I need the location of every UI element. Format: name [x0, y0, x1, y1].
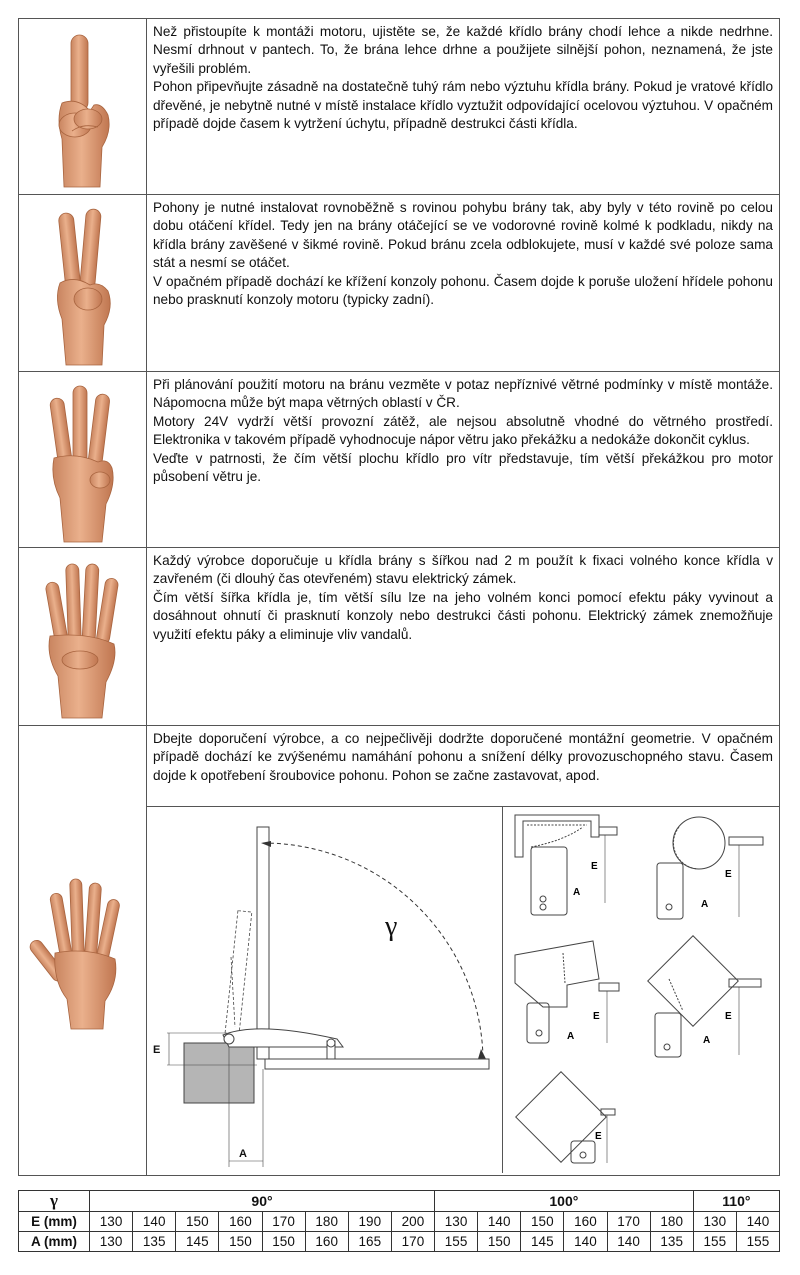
- text-cell-1: [147, 19, 780, 195]
- a-value-cell: 140: [564, 1232, 607, 1252]
- e-value-cell: 130: [90, 1212, 133, 1232]
- bracket-variants-drawing: [503, 807, 779, 1173]
- instruction-row-2: [19, 195, 780, 372]
- a-row-label: A (mm): [19, 1232, 90, 1252]
- e-row-label: E (mm): [19, 1212, 90, 1232]
- e-value-cell: 190: [348, 1212, 391, 1232]
- e-value-cell: 130: [435, 1212, 478, 1232]
- a-value-cell: 145: [176, 1232, 219, 1252]
- a-value-cell: 155: [435, 1232, 478, 1252]
- a-value-cell: 155: [693, 1232, 736, 1252]
- variant-a-label: A: [701, 899, 709, 910]
- dimension-a-label: A: [239, 1148, 247, 1160]
- angle-100-header: 100°: [435, 1191, 694, 1212]
- e-value-cell: 150: [521, 1212, 564, 1232]
- hand-cell-5: [19, 726, 147, 1176]
- a-value-cell: 135: [133, 1232, 176, 1252]
- hand-three-fingers-icon: [28, 372, 138, 544]
- bracket-variant-1: [515, 815, 617, 915]
- bracket-variant-2: [657, 817, 763, 919]
- motor-body: [184, 1043, 254, 1103]
- bracket-variant-4: [648, 936, 761, 1057]
- gamma-header: γ: [19, 1191, 90, 1212]
- variant-e-label: E: [593, 1011, 600, 1022]
- variant-a-label: A: [573, 887, 581, 898]
- a-value-cell: 145: [521, 1232, 564, 1252]
- a-value-cell: 165: [348, 1232, 391, 1252]
- angle-110-header: 110°: [693, 1191, 779, 1212]
- e-value-cell: 140: [133, 1212, 176, 1232]
- paragraph: Pohony je nutné instalovat rovnoběžně s rovinou pohybu brány tak, aby byly v této rovině po celou dobu otáčení křídel. Tedy jen na brány otáčející se ve vodorovné rovině kolmé k podkladu, nikdy na křídla brány zavěšené v šikmé rovině. Pokud bránu zcela odblokujete, musí v každé své poloze sama stát a nesmí se otáčet.: [153, 200, 773, 271]
- hand-one-finger-icon: [28, 19, 138, 191]
- instruction-row-5: [19, 726, 780, 1176]
- e-value-cell: 140: [736, 1212, 779, 1232]
- e-value-cell: 170: [262, 1212, 305, 1232]
- paragraph: Veďte v patrnosti, že čím větší plochu křídlo pro vítr představuje, tím větší překážkou pro motor působení větru je.: [153, 450, 773, 485]
- variant-e-label: E: [595, 1131, 602, 1142]
- paragraph: Motory 24V vydrží větší provozní zátěž, ale nejsou absolutně vhodné do větrného prostředí. Elektronika v takovém případě vyhodnocuje nápor větru jako překážku a nedokáže dokončit cyklus.: [153, 413, 773, 448]
- e-value-cell: 140: [478, 1212, 521, 1232]
- paragraph: Při plánování použití motoru na bránu vezměte v potaz nepříznivé větrné podmínky v místě montáže. Nápomocna může být mapa větrných oblastí v ČR.: [153, 377, 773, 411]
- paragraph: Dbejte doporučení výrobce, a co nejpečlivěji dodržte doporučené montážní geometrie. V opačném případě dochází ke zvýšenému namáhání pohonu a snížení délky provozuschopného stavu. Časem dojde k opotřebení šroubovice pohonu. Pohon se začne zastavovat, apod.: [153, 731, 773, 783]
- instruction-row-1: [19, 19, 780, 195]
- paragraph: V opačném případě dochází ke křížení konzoly pohonu. Časem dojde k poruše uložení hřídele pohonu nebo prasknutí konzoly motoru (typicky zadní).: [153, 273, 773, 308]
- a-value-cell: 170: [391, 1232, 434, 1252]
- geometry-diagram-panel: [147, 806, 779, 1173]
- text-cell-2: [147, 195, 780, 372]
- variant-a-label: A: [703, 1035, 711, 1046]
- hand-four-fingers-icon: [28, 548, 138, 720]
- angle-header-row: [19, 1191, 780, 1212]
- a-value-cell: 150: [262, 1232, 305, 1252]
- paragraph: Než přistoupíte k montáži motoru, ujistěte se, že každé křídlo brány chodí lehce a nikde nedrhne. Nesmí drhnout v pantech. To, že brána lehce drhne a použijete silnější pohon, neznamená, že jste vyřešili problém.: [153, 24, 773, 76]
- e-value-cell: 130: [693, 1212, 736, 1232]
- instruction-table: [18, 18, 780, 1176]
- e-value-cell: 180: [650, 1212, 693, 1232]
- a-value-cell: 150: [219, 1232, 262, 1252]
- geometry-values-table: [18, 1190, 780, 1252]
- angle-label: γ: [385, 911, 398, 942]
- a-value-cell: 155: [736, 1232, 779, 1252]
- e-value-cell: 150: [176, 1212, 219, 1232]
- a-value-cell: 140: [607, 1232, 650, 1252]
- a-values-row: [19, 1232, 780, 1252]
- gate-arm-drawing: [147, 807, 502, 1173]
- a-value-cell: 130: [90, 1232, 133, 1252]
- paragraph: Čím větší šířka křídla je, tím větší sílu lze na jeho volném konci pomocí efektu páky vyvinout a dosáhnout ohnutí či prasknutí konzoly nebo destrukci části pohonu. Elektrický zámek znemožňuje využití efektu páky a eliminuje vliv vandalů.: [153, 589, 773, 642]
- hand-cell-1: [19, 19, 147, 195]
- closed-gate-wing: [265, 1059, 489, 1069]
- a-value-cell: 135: [650, 1232, 693, 1252]
- angle-90-header: 90°: [90, 1191, 435, 1212]
- e-value-cell: 180: [305, 1212, 348, 1232]
- a-value-cell: 150: [478, 1232, 521, 1252]
- hand-two-fingers-icon: [28, 195, 138, 367]
- a-value-cell: 160: [305, 1232, 348, 1252]
- e-value-cell: 160: [219, 1212, 262, 1232]
- e-values-row: [19, 1212, 780, 1232]
- instruction-row-4: [19, 548, 780, 726]
- variant-e-label: E: [725, 869, 732, 880]
- paragraph: Pohon připevňujte zásadně na dostatečně tuhý rám nebo výztuhu křídla brány. Pokud je vratové křídlo dřevěné, je nebytně nutné v místě instalace křídlo vyztužit odpovídající ocelovou výztuhou. V opačném případě dojde časem k vytržení úchytu, případně destrukci části křídla.: [153, 79, 773, 132]
- e-value-cell: 170: [607, 1212, 650, 1232]
- instruction-row-3: [19, 372, 780, 548]
- gate-geometry-diagram: [147, 807, 503, 1173]
- paragraph: Každý výrobce doporučuje u křídla brány s šířkou nad 2 m použít k fixaci volného konce křídla v zavřeném (či dlouhý čas otevřeném) stavu elektrický zámek.: [153, 553, 773, 587]
- bracket-variants-panel: [503, 807, 779, 1173]
- variant-e-label: E: [725, 1011, 732, 1022]
- variant-e-label: E: [591, 861, 598, 872]
- e-value-cell: 200: [391, 1212, 434, 1232]
- dimension-e-label: E: [153, 1044, 161, 1056]
- variant-a-label: A: [567, 1031, 575, 1042]
- e-value-cell: 160: [564, 1212, 607, 1232]
- hand-cell-3: [19, 372, 147, 548]
- text-cell-3: [147, 372, 780, 548]
- text-cell-5: [147, 726, 780, 1176]
- hand-cell-2: [19, 195, 147, 372]
- text-cell-4: [147, 548, 780, 726]
- bracket-variant-5: [516, 1072, 615, 1163]
- hand-cell-4: [19, 548, 147, 726]
- bracket-variant-3: [515, 941, 619, 1043]
- hand-open-palm-icon: [27, 871, 139, 1031]
